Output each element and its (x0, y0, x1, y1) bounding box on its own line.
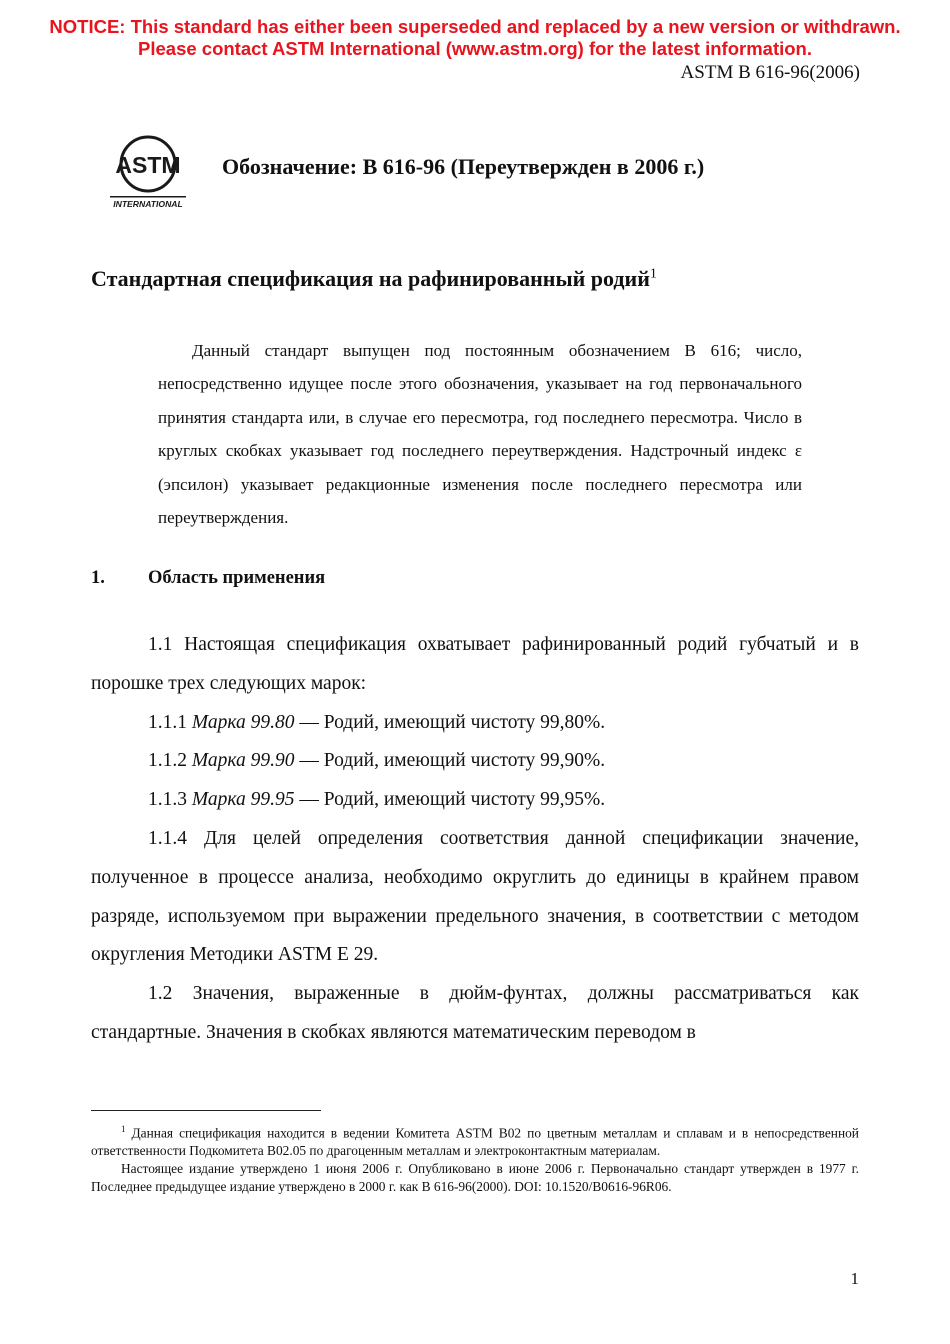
paragraph-1-1: 1.1 Настоящая спецификация охватывает рафинированный родий губчатый и в порошке трех следующих марок: (91, 634, 859, 694)
grade-item: 1.1.1 Марка 99.80 — Родий, имеющий чистоту 99,80%. (148, 711, 606, 733)
section-heading (91, 568, 325, 589)
section-number: 1. (91, 568, 105, 588)
section-body (91, 626, 859, 1053)
title-footnote-mark: 1 (649, 266, 657, 282)
notice-line-2: Please contact ASTM International (www.astm.org) for the latest information. (138, 38, 812, 59)
designation: Обозначение: B 616-96 (Переутвержден в 2006 г.) (222, 154, 705, 179)
footnote-1: $^1$ Данная спецификация находится в ведении Комитета ASTM B02 по цветным металлам и сплавам и в непосредственной ответственности Подкомитета B02.05 по драгоценным металлам и электроконтактным материалам. (91, 1124, 859, 1159)
notice-line-1: NOTICE: This standard has either been superseded and replaced by a new version or withdrawn. (49, 16, 901, 37)
title-text: Стандартная спецификация на рафинированный родий (91, 266, 650, 291)
paragraph-1-1-4: 1.1.4 Для целей определения соответствия данной спецификации значение, полученное в процессе анализа, необходимо округлить до единицы в крайнем правом разряде, используемом при выражении предельного значения, в соответствии с методом округления Методики ASTM E 29. (91, 827, 859, 966)
logo-subtext: INTERNATIONAL (113, 199, 183, 209)
footnotes (91, 1120, 859, 1196)
paragraph-1-2: 1.2 Значения, выраженные в дюйм-фунтах, должны рассматриваться как стандартные. Значения в скобках являются математическим переводом в (91, 983, 859, 1043)
footnote-divider (91, 1110, 321, 1111)
superseded-notice (0, 16, 950, 60)
footnote-1-edition: Настоящее издание утверждено 1 июня 2006 г. Опубликовано в июне 2006 г. Первоначально стандарт утвержден в 1977 г. Последнее предыдущее издание утверждено в 2000 г. как B 616-96(2000). DOI: 10.1520/B0616-96R06. (91, 1161, 859, 1195)
grade-item: 1.1.3 Марка 99.95 — Родий, имеющий чистоту 99,95%. (148, 789, 606, 811)
page-number: 1 (850, 1269, 859, 1288)
astm-logo (106, 132, 190, 212)
document-id: ASTM B 616-96(2006) (680, 62, 860, 83)
section-title: Область применения (148, 568, 326, 588)
logo-text: ASTM (115, 152, 181, 178)
document-title (91, 266, 657, 292)
grade-item: 1.1.2 Марка 99.90 — Родий, имеющий чистоту 99,90%. (148, 750, 606, 772)
preamble: Данный стандарт выпущен под постоянным обозначением B 616; число, непосредственно идущее после этого обозначения, указывает на год первоначального принятия стандарта или, в случае его пересмотра, год последнего пересмотра. Число в круглых скобках указывает год последнего переутверждения. Надстрочный индекс ε (эпсилон) указывает редакционные изменения после последнего пересмотра или переутверждения. (158, 341, 802, 528)
